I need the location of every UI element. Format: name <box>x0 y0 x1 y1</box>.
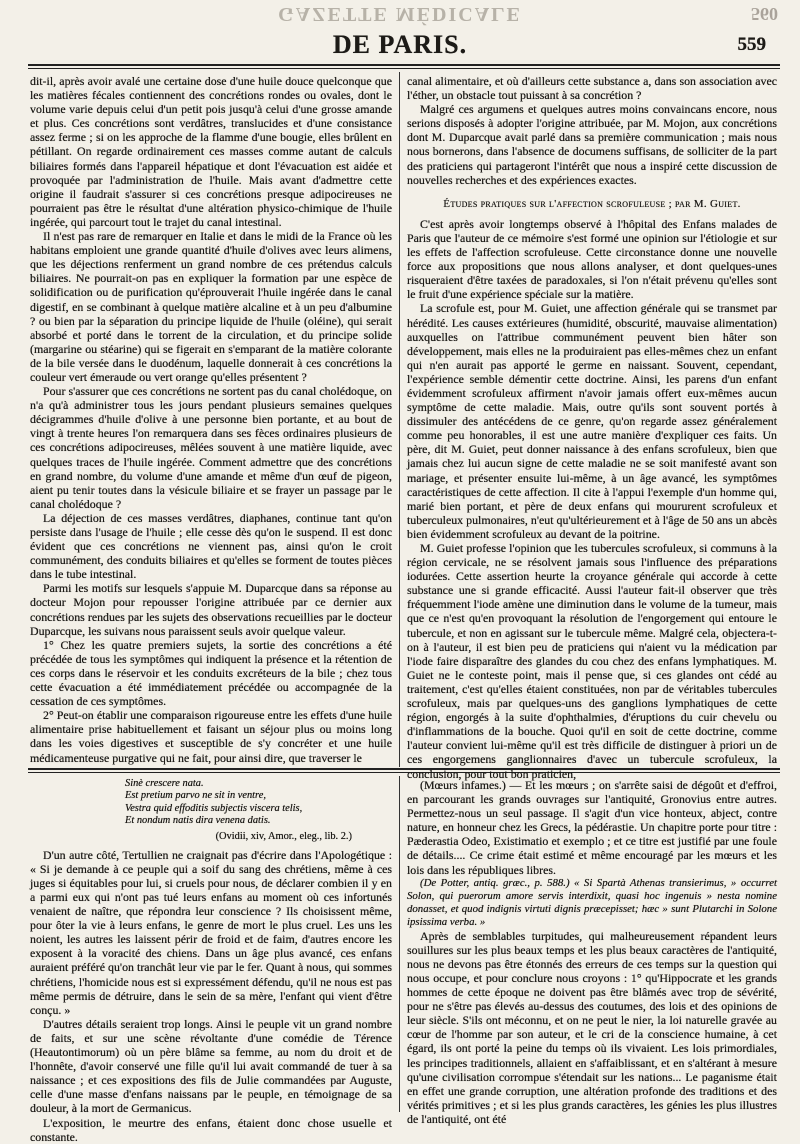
bleed-through-title: GAZETTE MÉDICALE <box>278 3 522 25</box>
page-title: DE PARIS. <box>332 30 468 59</box>
top-rule-thin <box>28 68 780 69</box>
verse-line: Vestra quid effoditis subjectis viscera telis, <box>125 802 303 814</box>
paragraph: Malgré ces argumens et quelques autres moins convaincans encore, nous serions disposés à adopter l'origine attribuée, par M. Mojon, aux concrétions dont M. Duparcque avait parlé dans sa première communication ; mais nous nous bornerons, dans l'absence de documens suffisans, de solliciter de la part des praticiens qui partageront l'intérêt que nous a inspiré cette discussion de nouvelles recherches et des expériences exactes. <box>407 102 777 187</box>
paragraph: Pour s'assurer que ces concrétions ne sortent pas du canal cholédoque, on n'a qu'à administrer tous les jours pendant plusieurs semaines quelques décigrammes d'huile d'olive à une personne bien portante, et au bout de vingt à trente heures l'on remarquera dans ses fèces ordinaires plusieurs de ces concrétions adipocireuses, mêlées souvent à une matière liquide, avec quelques traces de l'huile ingérée. Comment admettre que des concrétions en grand nombre, du volume d'une amande et même d'un œuf de pigeon, aient pu tenir toutes dans la vésicule biliaire et se frayer un passage par le canal cholédoque ? <box>30 384 392 511</box>
verse-line: Sinè crescere nata. <box>125 778 204 789</box>
paragraph: 2° Peut-on établir une comparaison rigoureuse entre les effets d'une huile alimentaire prise habituellement et faisant un séjour plus ou moins long dans les voies digestives et susceptible de s'y concréter et une huile médicamenteuse purgative qui ne fait, pour ainsi dire, que traverser le <box>30 708 392 765</box>
column-divider-bottom <box>399 776 400 1112</box>
left-column-bottom <box>30 778 392 1144</box>
column-divider-top <box>399 72 400 767</box>
verse-line: Et nondum natis dira venena datis. <box>125 815 271 827</box>
verse-source: (Ovidii, xiv, Amor., eleg., lib. 2.) <box>215 830 352 842</box>
section-title: Études pratiques sur l'affection scrofuleuse ; par M. Guiet. <box>443 197 741 210</box>
paragraph: Après de semblables turpitudes, qui malheureusement répandent leurs souillures sur les plus beaux temps et les plus beaux caractères de l'antiquité, nous ne devons pas être étonnés des erreurs de ces temps sur la question qui nous occupe, et pour conclure nous croyons : 1° qu'Hippocrate et les grands hommes de cette époque ne doivent pas être blâmés avec trop de sévérité, pour ne s'être pas élevés au-dessus des coutumes, des lois et des opinions de leur siècle. S'ils ont méconnu, et on ne peut le nier, la loi naturelle gravée au cœur de l'homme par son auteur, et le cri de la conscience humaine, à cet égard, ils ont porté la peine du temps où ils vivaient. Les lois primordiales, les principes traditionnels, allaient en s'affaiblissant, et en s'altérant à mesure qu'une civilisation corrompue s'étendait sur les nations... Le paganisme était en effet une grande corruption, une altération profonde des traditions et des vérités primitives ; et si les plus grands caractères, les génies les plus illustres de l'antiquité, ont été <box>407 928 777 1126</box>
page-number: 559 <box>737 34 766 55</box>
paragraph: La scrofule est, pour M. Guiet, une affection générale qui se transmet par hérédité. Les causes extérieures (humidité, obscurité, mauvaise alimentation) auxquelles on l'attribue communément peuvent bien hâter son développement, mais elles ne la produiraient pas elles-mêmes chez un enfant qui n'en aurait pas apporté le germe en naissant. Souvent, cependant, l'expérience semble démentir cette doctrine. Ainsi, les parens d'un enfant évidemment scrofuleux affirment n'avoir jamais offert eux-mêmes aucun symptôme de cette maladie. Mais, outre qu'ils sont souvent portés à dissimuler des antécédens de ce genre, qu'on regarde assez généralement comme peu honorables, il est une autre manière d'expliquer ces faits. Un père, dit M. Guiet, peut donner naissance à des enfans scrofuleux, bien que jamais chez lui aucun signe de cette maladie ne se soit manifesté avant son mariage, et présenter ensuite lui-même, à un âge avancé, les symptômes caractéristiques de cette affection. Il cite à l'appui l'exemple d'un homme qui, marié bien portant, et père de deux enfans qui moururent scrofuleux et tuberculeux pulmonaires, n'eut qu'ultérieurement et à l'âge de 50 ans un abcès bien évidemment scrofuleux au devant de la poitrine. <box>407 301 777 541</box>
top-rule <box>28 64 780 66</box>
bleed-through-number: 560 <box>751 4 778 24</box>
paragraph: Parmi les motifs sur lesquels s'appuie M. Duparcque dans sa réponse au docteur Mojon pour repousser l'origine attribuée par ce dernier aux concrétions rendues par les sujets des observations recueillies par le docteur Duparcque, les suivans nous paraissent seuls avoir quelque valeur. <box>30 581 392 638</box>
left-column-top <box>30 74 392 766</box>
verse-line: Est pretium parvo ne sit in ventre, <box>125 790 266 802</box>
paragraph: M. Guiet professe l'opinion que les tubercules scrofuleux, si communs à la région cervicale, ne se résolvent jamais sous l'influence des préparations iodurées. Cette assertion heurte la croyance générale qui accorde à cette substance une si grande efficacité. Aussi l'auteur fait-il observer que très fréquemment l'iode amène une diminution dans le volume de la tumeur, mais que ce n'est qu'en provoquant la résolution de l'engorgement qui entoure le tubercule, et non en agissant sur le tubercule même. Malgré cela, objectera-t-on à l'auteur, il est bien peu de praticiens qui n'aient vu la médication par l'iode faire disparaître des glandes du cou chez des enfans lymphatiques. M. Guiet ne le conteste point, mais il pense que, si ces glandes ont cédé au traitement, c'est qu'elles étaient constituées, non par de véritables tubercules scrofuleux, mais par quelques-uns des ganglions lymphatiques de cette région, engorgés à la suite d'ophthalmies, d'éruptions du cuir chevelu ou d'inflammations de la bouche. Quoi qu'il en soit de cette doctrine, comme l'auteur convient lui-même qu'il est très difficile de distinguer à priori un de ces engorgemens ganglionnaires d'avec un tubercule scrofuleux, la conclusion, pour tout bon praticien, <box>407 541 777 781</box>
paragraph: (Mœurs infames.) — Et les mœurs ; on s'arrête saisi de dégoût et d'effroi, en parcourant les grands ouvrages sur l'antiquité, Gronovius entre autres. Permettez-nous un seul passage. Il s'agit d'un vice honteux, abject, contre nature, en honneur chez les Grecs, la pédérastie. Un chapitre porte pour titre : Pæderastia Odeo, Existimatio et exemplo ; et ce titre est justifié par une foule de détails.... Ce crime était estimé et même encouragé par les mœurs et les lois dans les républiques libres. <box>407 778 777 877</box>
paragraph: dit-il, après avoir avalé une certaine dose d'une huile douce quelconque que les matières fécales contiennent des concrétions rondes ou ovales, dont le volume varie depuis celui d'un petit pois jusqu'à celui d'une grosse amande et plus. Ces concrétions sont verdâtres, translucides et d'une consistance assez ferme ; si on les approche de la flamme d'une bougie, elles brûlent en pétillant. On regarde ordinairement ces masses comme autant de calculs biliaires formés dans l'appareil hépatique et dont l'évacuation est aidée et provoquée par l'administration de l'huile. Mais avant d'admettre cette origine il faudrait s'assurer si ces concrétions presque adipocireuses ne pourraient pas être le résultat d'une altération physico-chimique de l'huile ingérée, qui parcourt tout le trajet du canal intestinal. <box>30 74 392 229</box>
paragraph: D'autres détails seraient trop longs. Ainsi le peuple vit un grand nombre de faits, et sur une scène révoltante d'une comédie de Térence (Heautontimorum) où un père blâme sa femme, au nom du droit et de l'honnête, d'avoir conservé une fille qu'il lui avait commandé de tuer à sa naissance ; et ces expositions des fils de Julie commandées par Auguste, celle d'une masse d'enfans naissans par le peuple, en témoignage de sa douleur, à la mort de Germanicus. <box>30 1016 392 1116</box>
right-column-bottom <box>407 778 777 1126</box>
paragraph: canal alimentaire, et où d'ailleurs cette substance a, dans son association avec l'éther, un obstacle tout puissant à sa concrétion ? <box>407 74 777 103</box>
paragraph: C'est après avoir longtemps observé à l'hôpital des Enfans malades de Paris que l'auteur de ce mémoire s'est formé une opinion sur l'étiologie et sur les effets de l'affection scrofuleuse. Cette circonstance donne une nouvelle force aux propositions que nous allons analyser, et dont quelques-unes risqueraient d'être taxées de paradoxales, si l'on n'était prévenu qu'elles sont le fruit d'une expérience spéciale sur la matière. <box>407 216 777 302</box>
right-column-top <box>407 74 777 781</box>
paragraph: Il n'est pas rare de remarquer en Italie et dans le midi de la France où les habitans emploient une grande quantité d'huile d'olives avec leurs alimens, que les déjections renferment un grand nombre de ces prétendus calculs biliaires. Ne pourrait-on pas en expliquer la formation par une espèce de solidification ou de purification qu'éprouverait l'huile ingérée dans le canal digestif, en se combinant à quelque matière alcaline et à un peu d'albumine ? ou bien par la séparation du principe liquide de l'huile (oléine), qui serait absorbé et porté dans le torrent de la circulation, et du principe solide (margarine ou stéarine) qui se figerait en s'emparant de la matière colorante de la bile versée dans le duodénum, laquelle donnerait à ces concrétions la couleur vert émeraude ou vert orange qu'elles présentent ? <box>30 229 392 384</box>
paragraph: La déjection de ces masses verdâtres, diaphanes, continue tant qu'on persiste dans l'usage de l'huile ; elle cesse dès qu'on le suspend. Il est donc évident que ces concrétions ne viennent pas, ainsi qu'on le croit communément, des conduits biliaires et qu'elles se forment de toutes pièces dans le tube intestinal. <box>30 510 392 582</box>
paragraph: 1° Chez les quatre premiers sujets, la sortie des concrétions a été précédée de tous les symptômes qui indiquent la présence et la rétention de ces corps dans le réservoir et les conduits excréteurs de la bile ; chez tous cette évacuation a été immédiatement précédée ou accompagnée de la cessation de ces symptômes. <box>30 637 392 709</box>
paragraph: D'un autre côté, Tertullien ne craignait pas d'écrire dans l'Apologétique : « Si je demande à ce peuple qui a soif du sang des chrétiens, même à ces juges si équitables pour lui, si cruels pour nous, de déclarer combien il y en a parmi eux qui n'ont pas tué leurs enfans au moment où ces infortunés venaient de naître, que répondra leur conscience ? Ils choisissent même, pour ôter la vie à leurs enfans, le genre de mort le plus cruel. Les uns les noient, les autres les laissent périr de froid et de faim, d'autres encore les exposent à la voracité des chiens. Dans un âge plus avancé, ces enfans auraient préféré qu'on tranchât leur vie par le fer. Quant à nous, qui sommes chrétiens, l'homicide nous est si expressément défendu, qu'il ne nous est pas même permis de détruire, dans le sein de sa mère, l'enfant qui vient d'être conçu. » <box>30 847 392 1017</box>
paragraph: L'exposition, le meurtre des enfans, étaient donc chose usuelle et constante. <box>30 1115 392 1144</box>
latin-quote: (De Potter, antiq. græc., p. 588.) « Si Spartà Athenas transierimus, » occurret Solon, qui puerorum amore servis interdixit, quasi hoc ingenuis » nesta nomine donasset, et quod indignis virtuti dignis præcepisset; hæc » sunt Plutarchi in Solone ipsissima verba. » <box>407 876 777 928</box>
